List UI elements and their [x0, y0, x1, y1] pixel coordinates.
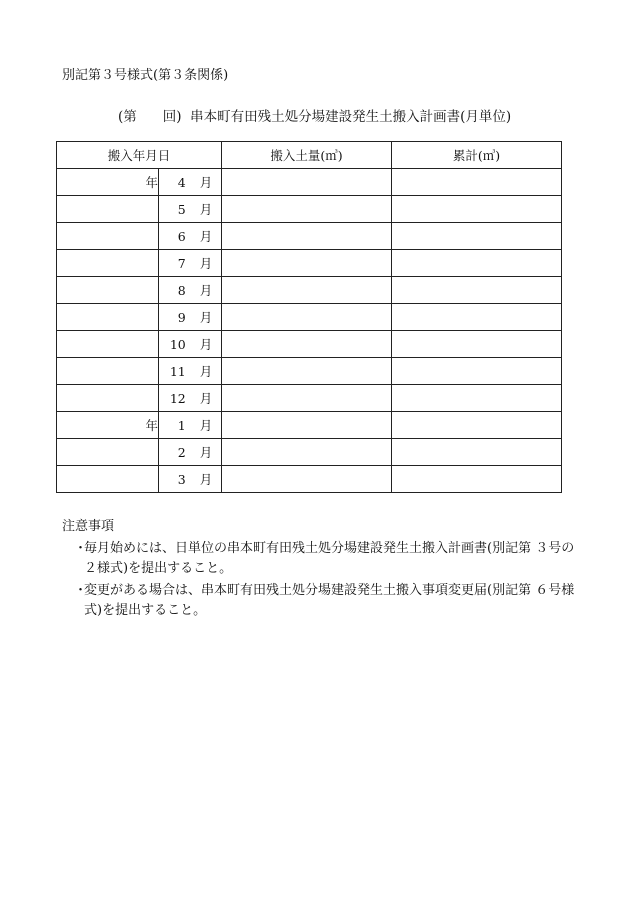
row-year-cell[interactable] — [57, 223, 159, 250]
row-year-cell[interactable] — [57, 196, 159, 223]
row-volume-cell[interactable] — [222, 223, 392, 250]
month-unit: 月 — [199, 175, 213, 190]
header-cumulative: 累計(㎥) — [392, 142, 562, 169]
month-unit: 月 — [199, 445, 213, 460]
month-unit: 月 — [199, 337, 213, 352]
row-cumulative-cell[interactable] — [392, 412, 562, 439]
row-cumulative-cell[interactable] — [392, 466, 562, 493]
row-volume-cell[interactable] — [222, 385, 392, 412]
plan-table — [56, 141, 562, 493]
row-cumulative-cell[interactable] — [392, 385, 562, 412]
month-number: 4 — [177, 175, 186, 190]
month-number: 1 — [177, 418, 186, 433]
document-title — [118, 105, 511, 125]
month-number: 12 — [169, 391, 186, 406]
table-row — [57, 277, 562, 304]
month-unit: 月 — [199, 391, 213, 406]
row-year-cell[interactable] — [57, 358, 159, 385]
month-unit: 月 — [199, 472, 213, 487]
row-cumulative-cell[interactable] — [392, 277, 562, 304]
month-unit: 月 — [199, 283, 213, 298]
table-row — [57, 358, 562, 385]
form-label: 別記第３号様式(第３条関係) — [62, 68, 229, 83]
month-number: 9 — [177, 310, 186, 325]
row-month-cell — [159, 169, 222, 196]
month-unit: 月 — [199, 202, 213, 217]
table-header-row — [57, 142, 562, 169]
month-unit: 月 — [199, 229, 213, 244]
row-cumulative-cell[interactable] — [392, 223, 562, 250]
row-volume-cell[interactable] — [222, 277, 392, 304]
table-row — [57, 223, 562, 250]
table-row — [57, 250, 562, 277]
month-number: 6 — [177, 229, 186, 244]
table-row — [57, 196, 562, 223]
month-number: 2 — [177, 445, 186, 460]
row-volume-cell[interactable] — [222, 196, 392, 223]
table-row — [57, 385, 562, 412]
row-year-cell[interactable] — [57, 466, 159, 493]
month-number: 3 — [177, 472, 186, 487]
row-year-cell[interactable]: 年 — [57, 169, 159, 196]
row-year-cell[interactable] — [57, 250, 159, 277]
row-year-cell[interactable] — [57, 277, 159, 304]
month-unit: 月 — [199, 364, 213, 379]
row-month-cell — [159, 358, 222, 385]
month-number: 11 — [169, 364, 186, 379]
row-month-cell — [159, 331, 222, 358]
row-volume-cell[interactable] — [222, 439, 392, 466]
row-month-cell — [159, 466, 222, 493]
row-volume-cell[interactable] — [222, 304, 392, 331]
table-row — [57, 331, 562, 358]
row-volume-cell[interactable] — [222, 358, 392, 385]
title-prefix: (第 — [118, 109, 137, 125]
row-year-cell[interactable]: 年 — [57, 412, 159, 439]
note-item-1 — [62, 539, 582, 579]
row-month-cell — [159, 304, 222, 331]
row-month-cell — [159, 196, 222, 223]
table-row — [57, 304, 562, 331]
row-month-cell — [159, 223, 222, 250]
month-unit: 月 — [199, 418, 213, 433]
row-month-cell — [159, 277, 222, 304]
row-volume-cell[interactable] — [222, 169, 392, 196]
row-cumulative-cell[interactable] — [392, 169, 562, 196]
month-number: 7 — [177, 256, 186, 271]
table-row — [57, 169, 562, 196]
note-text-1: 毎月始めには、日単位の串本町有田残土処分場建設発生土搬入計画書(別記第 ３号の２様式)を提出すること。 — [84, 541, 575, 576]
row-volume-cell[interactable] — [222, 412, 392, 439]
row-month-cell — [159, 250, 222, 277]
notes-section — [62, 515, 582, 623]
month-number: 10 — [169, 337, 186, 352]
bullet-icon: ・ — [74, 583, 88, 598]
row-month-cell — [159, 412, 222, 439]
row-volume-cell[interactable] — [222, 250, 392, 277]
note-text-2: 変更がある場合は、串本町有田残土処分場建設発生土搬入事項変更届(別記第 ６号様式)を提出すること。 — [84, 583, 575, 618]
row-volume-cell[interactable] — [222, 331, 392, 358]
table-row — [57, 412, 562, 439]
title-middle: 回) — [162, 109, 182, 125]
title-main: 串本町有田残土処分場建設発生土搬入計画書(月単位) — [190, 109, 512, 125]
row-year-cell[interactable] — [57, 439, 159, 466]
row-year-cell[interactable] — [57, 304, 159, 331]
table-row — [57, 439, 562, 466]
table-row — [57, 466, 562, 493]
row-cumulative-cell[interactable] — [392, 331, 562, 358]
month-unit: 月 — [199, 256, 213, 271]
header-date: 搬入年月日 — [57, 142, 222, 169]
row-cumulative-cell[interactable] — [392, 439, 562, 466]
row-cumulative-cell[interactable] — [392, 196, 562, 223]
row-volume-cell[interactable] — [222, 466, 392, 493]
row-cumulative-cell[interactable] — [392, 358, 562, 385]
row-year-cell[interactable] — [57, 385, 159, 412]
row-year-cell[interactable] — [57, 331, 159, 358]
note-item-2 — [62, 581, 582, 621]
row-month-cell — [159, 385, 222, 412]
row-cumulative-cell[interactable] — [392, 304, 562, 331]
row-month-cell — [159, 439, 222, 466]
row-cumulative-cell[interactable] — [392, 250, 562, 277]
month-number: 5 — [177, 202, 186, 217]
month-unit: 月 — [199, 310, 213, 325]
bullet-icon: ・ — [74, 541, 88, 556]
month-number: 8 — [177, 283, 186, 298]
header-volume: 搬入土量(㎥) — [222, 142, 392, 169]
notes-heading: 注意事項 — [62, 519, 115, 534]
